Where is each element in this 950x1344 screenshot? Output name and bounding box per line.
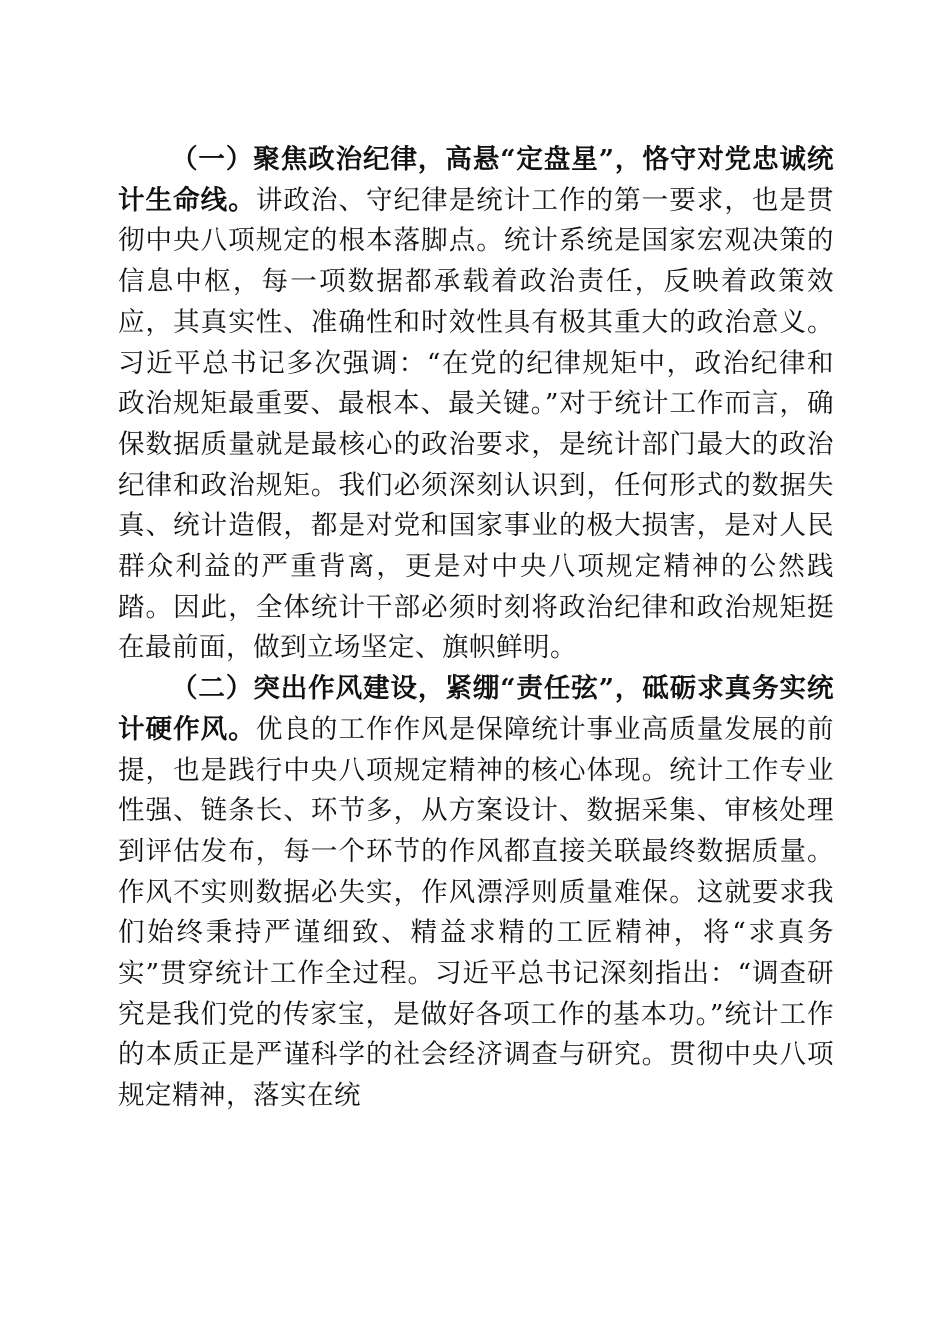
- paragraph-2-body: 优良的工作作风是保障统计事业高质量发展的前提，也是践行中央八项规定精神的核心体现。统计工作专业性强、链条长、环节多，从方案设计、数据采集、审核处理到评估发布，每一个环节的作风都直接关联最终数据质量。作风不实则数据必失实，作风漂浮则质量难保。这就要求我们始终秉持严谨细致、精益求精的工匠精神，将“求真务实”贯穿统计工作全过程。习近平总书记深刻指出：“调查研究是我们党的传家宝，是做好各项工作的基本功。”统计工作的本质正是严谨科学的社会经济调查与研究。贯彻中央八项规定精神，落实在统: [118, 713, 835, 1112]
- paragraph-1-body: 讲政治、守纪律是统计工作的第一要求，也是贯彻中央八项规定的根本落脚点。统计系统是国家宏观决策的信息中枢，每一项数据都承载着政治责任，反映着政策效应，其真实性、准确性和时效性具有极其重大的政治意义。习近平总书记多次强调：“在党的纪律规矩中，政治纪律和政治规矩最重要、最根本、最关键。”对于统计工作而言，确保数据质量就是最核心的政治要求，是统计部门最大的政治纪律和政治规矩。我们必须深刻认识到，任何形式的数据失真、统计造假，都是对党和国家事业的极大损害，是对人民群众利益的严重背离，更是对中央八项规定精神的公然践踏。因此，全体统计干部必须时刻将政治纪律和政治规矩挺在最前面，做到立场坚定、旗帜鲜明。: [118, 184, 835, 664]
- paragraph-1: [118, 140, 834, 669]
- paragraph-2: [118, 669, 834, 1117]
- paragraph-2-heading: （二）突出作风建设，紧绷“责任弦”，砥砺求真务实统计硬作风。: [118, 673, 834, 745]
- document-body: [118, 140, 834, 1117]
- paragraph-1-heading: （一）聚焦政治纪律，高悬“定盘星”，恪守对党忠诚统计生命线。: [118, 144, 834, 216]
